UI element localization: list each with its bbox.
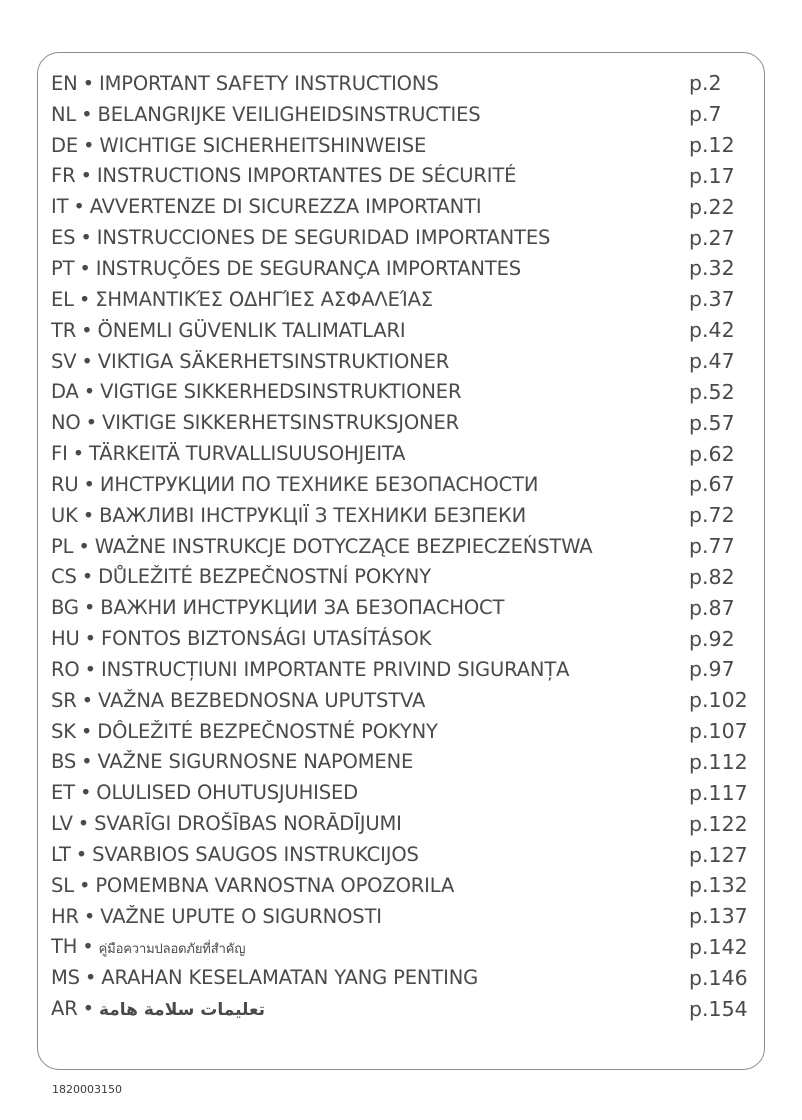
- section-title: SVARĪGI DROŠĪBAS NORĀDĪJUMI: [94, 812, 402, 836]
- toc-entry-sv: [51, 346, 751, 377]
- toc-entry-lt: [51, 839, 751, 870]
- toc-entry-sr: [51, 685, 751, 716]
- entry-text: [51, 473, 751, 496]
- language-code: TR: [51, 318, 77, 342]
- section-title: VIKTIGA SÄKERHETSINSTRUKTIONER: [97, 349, 450, 373]
- page-number: p.112: [689, 749, 748, 774]
- section-title: DŮLEŽITÉ BEZPEČNOSTNÍ POKYNY: [98, 565, 431, 589]
- section-title: AVVERTENZE DI SICUREZZA IMPORTANTI: [89, 195, 482, 219]
- entry-text: [51, 812, 751, 835]
- language-code: AR: [51, 997, 78, 1021]
- bullet-icon: •: [81, 318, 93, 342]
- toc-entry-es: [51, 222, 751, 253]
- bullet-icon: •: [72, 442, 85, 466]
- toc-entry-tr: [51, 315, 751, 346]
- entry-text: [51, 504, 751, 527]
- section-title: OLULISED OHUTUSJUHISED: [96, 781, 359, 805]
- toc-entry-et: [51, 777, 751, 808]
- page-number: p.87: [689, 595, 735, 620]
- entry-text: [51, 350, 751, 373]
- entry-text: [51, 195, 751, 218]
- language-code: FR: [51, 164, 76, 188]
- entry-text: [51, 843, 751, 866]
- section-title: ΣΗΜΑΝΤΙΚΈΣ ΟΔΗΓΊΕΣ ΑΣΦΑΛΕΊΑΣ: [95, 287, 433, 311]
- page-number: p.146: [689, 965, 748, 990]
- document-number: 1820003150: [52, 1083, 122, 1096]
- page-number: p.7: [689, 102, 722, 127]
- section-title: INSTRUCTIONS IMPORTANTES DE SÉCURITÉ: [96, 164, 517, 188]
- bullet-icon: •: [78, 287, 91, 311]
- page-number: p.127: [689, 842, 748, 867]
- page-number: p.102: [689, 688, 748, 713]
- page-number: p.37: [689, 287, 735, 312]
- page-number: p.82: [689, 564, 735, 589]
- bullet-icon: •: [73, 195, 85, 219]
- bullet-icon: •: [79, 256, 91, 280]
- toc-entry-lv: [51, 808, 751, 839]
- toc-entry-cs: [51, 562, 751, 593]
- language-code: BS: [51, 750, 77, 774]
- language-code: SL: [51, 873, 74, 897]
- bullet-icon: •: [84, 657, 96, 681]
- section-title: WAŻNE INSTRUKCJE DOTYCZĄCE BEZPIECZEŃSTWA: [94, 534, 593, 558]
- entry-text: [51, 103, 751, 126]
- page-number: p.22: [689, 194, 735, 219]
- bullet-icon: •: [80, 164, 92, 188]
- page-number: p.47: [689, 349, 735, 374]
- language-code: NO: [51, 411, 81, 435]
- section-title: BELANGRIJKE VEILIGHEIDSINSTRUCTIES: [97, 102, 481, 126]
- toc-entry-ro: [51, 654, 751, 685]
- section-title: VAŽNE UPUTE O SIGURNOSTI: [100, 904, 382, 928]
- toc-entry-fi: [51, 438, 751, 469]
- section-title: INSTRUCCIONES DE SEGURIDAD IMPORTANTES: [96, 226, 551, 250]
- entry-text: [51, 720, 751, 743]
- page-number: p.12: [689, 133, 735, 158]
- language-code: RO: [51, 657, 80, 681]
- bullet-icon: •: [82, 935, 94, 959]
- bullet-icon: •: [78, 534, 90, 558]
- language-code: PL: [51, 534, 74, 558]
- bullet-icon: •: [79, 781, 92, 805]
- page-number: p.117: [689, 780, 748, 805]
- section-title: FONTOS BIZTONSÁGI UTASÍTÁSOK: [101, 627, 432, 651]
- entry-text: [51, 288, 751, 311]
- section-title: TÄRKEITÄ TURVALLISUUSOHJEITA: [89, 442, 406, 466]
- entry-text: [51, 689, 751, 712]
- language-code: UK: [51, 503, 78, 527]
- bullet-icon: •: [80, 226, 92, 250]
- section-title: INSTRUCȚIUNI IMPORTANTE PRIVIND SIGURANȚA: [100, 657, 570, 681]
- page-number: p.52: [689, 379, 735, 404]
- language-code: ET: [51, 781, 75, 805]
- entry-text: [51, 134, 751, 157]
- entry-text: [51, 535, 751, 558]
- language-code: SK: [51, 719, 76, 743]
- bullet-icon: •: [82, 997, 94, 1021]
- entry-text: [51, 627, 751, 650]
- page-number: p.42: [689, 318, 735, 343]
- toc-entry-sl: [51, 870, 751, 901]
- toc-entry-ru: [51, 469, 751, 500]
- page-number: p.97: [689, 657, 735, 682]
- language-code: EL: [51, 287, 74, 311]
- bullet-icon: •: [82, 503, 95, 527]
- language-code: BG: [51, 596, 79, 620]
- section-title: ВАЖЛИВІ ІНСТРУКЦІЇ З ТЕХНИКИ БЕЗПЕКИ: [99, 503, 527, 527]
- toc-entry-hu: [51, 623, 751, 654]
- page-number: p.17: [689, 163, 735, 188]
- entry-text: [51, 935, 751, 959]
- entry-text: [51, 874, 751, 897]
- toc-entry-no: [51, 407, 751, 438]
- bullet-icon: •: [83, 596, 96, 620]
- entry-text: [51, 380, 751, 403]
- bullet-icon: •: [82, 71, 94, 95]
- page-number: p.77: [689, 534, 735, 559]
- page-number: p.107: [689, 719, 748, 744]
- section-title: INSTRUÇÕES DE SEGURANÇA IMPORTANTES: [95, 256, 521, 280]
- bullet-icon: •: [81, 688, 93, 712]
- bullet-icon: •: [81, 565, 94, 589]
- page-number: p.32: [689, 256, 735, 281]
- section-title: ВАЖНИ ИНСТРУКЦИИ ЗА БЕЗОПАСНОСТ: [100, 596, 505, 620]
- entry-text: [51, 997, 751, 1020]
- page-number: p.57: [689, 410, 735, 435]
- entry-text: [51, 565, 751, 588]
- entry-text: [51, 905, 751, 928]
- language-code: RU: [51, 472, 79, 496]
- page-number: p.72: [689, 503, 735, 528]
- toc-entry-pt: [51, 253, 751, 284]
- language-code: IT: [51, 195, 69, 219]
- page-number: p.2: [689, 71, 722, 96]
- bullet-icon: •: [84, 966, 97, 990]
- language-code: SV: [51, 349, 77, 373]
- toc-entry-en: [51, 68, 751, 99]
- section-title: VAŽNA BEZBEDNOSNA UPUTSTVA: [98, 688, 426, 712]
- toc-entry-hr: [51, 901, 751, 932]
- entry-text: [51, 72, 751, 95]
- toc-entry-el: [51, 284, 751, 315]
- section-title: POMEMBNA VARNOSTNA OPOZORILA: [95, 873, 455, 897]
- language-code: LV: [51, 812, 73, 836]
- language-code: FI: [51, 442, 68, 466]
- toc-entry-it: [51, 191, 751, 222]
- bullet-icon: •: [81, 750, 93, 774]
- page-number: p.142: [689, 935, 748, 960]
- section-title: تعليمات سلامة هامة: [98, 1000, 265, 1021]
- bullet-icon: •: [81, 349, 93, 373]
- toc-entry-sk: [51, 716, 751, 747]
- bullet-icon: •: [83, 472, 95, 496]
- language-code: CS: [51, 565, 77, 589]
- entry-text: [51, 411, 751, 434]
- section-title: ARAHAN KESELAMATAN YANG PENTING: [101, 966, 479, 990]
- page-number: p.137: [689, 904, 748, 929]
- language-code: EN: [51, 71, 78, 95]
- section-title: IMPORTANT SAFETY INSTRUCTIONS: [98, 71, 439, 95]
- bullet-icon: •: [83, 380, 96, 404]
- section-title: คู่มือความปลอดภัยที่สำคัญ: [98, 942, 246, 958]
- page-number: p.122: [689, 811, 748, 836]
- entry-text: [51, 257, 751, 280]
- bullet-icon: •: [83, 133, 95, 157]
- page-number: p.154: [689, 996, 748, 1021]
- toc-entry-bs: [51, 747, 751, 778]
- bullet-icon: •: [77, 812, 90, 836]
- toc-entry-da: [51, 376, 751, 407]
- language-code: DA: [51, 380, 79, 404]
- entry-text: [51, 750, 751, 773]
- entry-text: [51, 319, 751, 342]
- bullet-icon: •: [78, 873, 91, 897]
- section-title: ИНСТРУКЦИИ ПО ТЕХНИКЕ БЕЗОПАСНОСТИ: [99, 472, 539, 496]
- language-code: DE: [51, 133, 79, 157]
- language-code: HU: [51, 627, 80, 651]
- toc-entry-th: [51, 932, 751, 963]
- page-number: p.132: [689, 873, 748, 898]
- bullet-icon: •: [81, 102, 93, 126]
- toc-entry-fr: [51, 161, 751, 192]
- page-number: p.62: [689, 441, 735, 466]
- language-code: TH: [51, 935, 78, 959]
- entry-text: [51, 781, 751, 804]
- entry-text: [51, 596, 751, 619]
- toc-entry-uk: [51, 500, 751, 531]
- entry-text: [51, 226, 751, 249]
- language-code: ES: [51, 226, 76, 250]
- language-code: MS: [51, 966, 80, 990]
- section-title: VAŽNE SIGURNOSNE NAPOMENE: [97, 750, 414, 774]
- toc-entry-ar: [51, 993, 751, 1024]
- entry-text: [51, 442, 751, 465]
- page-number: p.92: [689, 626, 735, 651]
- page-number: p.27: [689, 225, 735, 250]
- bullet-icon: •: [83, 904, 96, 928]
- bullet-icon: •: [75, 843, 88, 867]
- toc-entry-pl: [51, 531, 751, 562]
- section-title: DÔLEŽITÉ BEZPEČNOSTNÉ POKYNY: [97, 719, 438, 743]
- section-title: SVARBIOS SAUGOS INSTRUKCIJOS: [92, 843, 419, 867]
- section-title: VIKTIGE SIKKERHETSINSTRUKSJONER: [102, 411, 460, 435]
- toc-entry-ms: [51, 962, 751, 993]
- toc-entry-de: [51, 130, 751, 161]
- language-code: PT: [51, 256, 75, 280]
- page-number: p.67: [689, 472, 735, 497]
- language-code: HR: [51, 904, 79, 928]
- bullet-icon: •: [84, 627, 96, 651]
- language-index: [51, 68, 751, 1024]
- section-title: ÖNEMLI GÜVENLIK TALIMATLARI: [97, 318, 406, 342]
- section-title: VIGTIGE SIKKERHEDSINSTRUKTIONER: [100, 380, 462, 404]
- section-title: WICHTIGE SICHERHEITSHINWEISE: [99, 133, 427, 157]
- language-code: SR: [51, 688, 77, 712]
- bullet-icon: •: [85, 411, 97, 435]
- language-code: LT: [51, 843, 71, 867]
- language-code: NL: [51, 102, 77, 126]
- toc-entry-bg: [51, 592, 751, 623]
- entry-text: [51, 966, 751, 989]
- entry-text: [51, 164, 751, 187]
- entry-text: [51, 658, 751, 681]
- toc-entry-nl: [51, 99, 751, 130]
- bullet-icon: •: [80, 719, 93, 743]
